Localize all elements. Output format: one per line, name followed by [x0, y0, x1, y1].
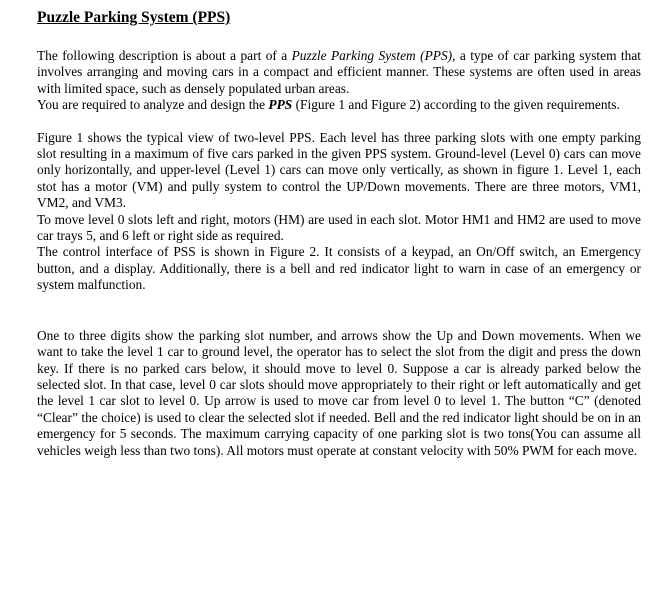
- document-page: [37, 8, 641, 459]
- intro-text-end: , a type of car parking system that involves arranging and moving cars in a compact and efficient manner. These systems are often used in areas with limited space, such as densely populated urban areas.: [37, 48, 641, 96]
- requirement-pps: PPS: [268, 97, 293, 113]
- document-title: Puzzle Parking System (PPS): [37, 9, 231, 26]
- figure1-description: Figure 1 shows the typical view of two-level PPS. Each level has three parking slots with one empty parking slot resulting in a maximum of five cars parked in the given PPS system. Ground-level (Level 0) cars can move only horizontally, and upper-level (Level 1) cars can move only vertically, as shown in figure 1. Level 1, each stot has a motor (VM) and pully system to control the UP/Down movements. There are three motors, VM1, VM2, and VM3.: [37, 129, 641, 211]
- requirement-paragraph: [37, 97, 641, 113]
- section-spacer: [37, 294, 641, 328]
- intro-text-start: The following description is about a part of a: [37, 48, 292, 63]
- control-interface-description: The control interface of PSS is shown in Figure 2. It consists of a keypad, an On/Off switch, an Emergency button, and a display. Additionally, there is a bell and red indicator light to warn in case of an emergency or system malfunction.: [37, 244, 641, 293]
- horizontal-motor-description: To move level 0 slots left and right, motors (HM) are used in each slot. Motor HM1 and HM2 are used to move car trays 5, and 6 left or right side as required.: [37, 211, 641, 244]
- requirement-text-end: (Figure 1 and Figure 2) according to the given requirements.: [292, 97, 620, 113]
- intro-system-name: Puzzle Parking System (PPS): [291, 48, 453, 63]
- requirement-text-start: You are required to analyze and design the: [37, 97, 269, 113]
- intro-paragraph: [37, 48, 641, 97]
- paragraph-spacer: [37, 114, 641, 130]
- operation-description: One to three digits show the parking slot number, and arrows show the Up and Down movements. When we want to take the level 1 car to ground level, the operator has to select the slot from the digit and press the down key. If there is no parked cars below, it should move to level 0. Suppose a car is already parked below the selected slot. In that case, level 0 car slots should move appropriately to their right or left automatically and get the level 1 car slot to level 0. Up arrow is used to move car from level 0 to level 1. The button “C” (denoted “Clear” the choice) is used to clear the selected slot if needed. Bell and the red indicator light should be on in an emergency for 5 seconds. The maximum carrying capacity of one parking slot is two tons(You can assume all vehicles weigh less than two tons). All motors must operate at constant velocity with 50% PWM for each move.: [37, 327, 641, 458]
